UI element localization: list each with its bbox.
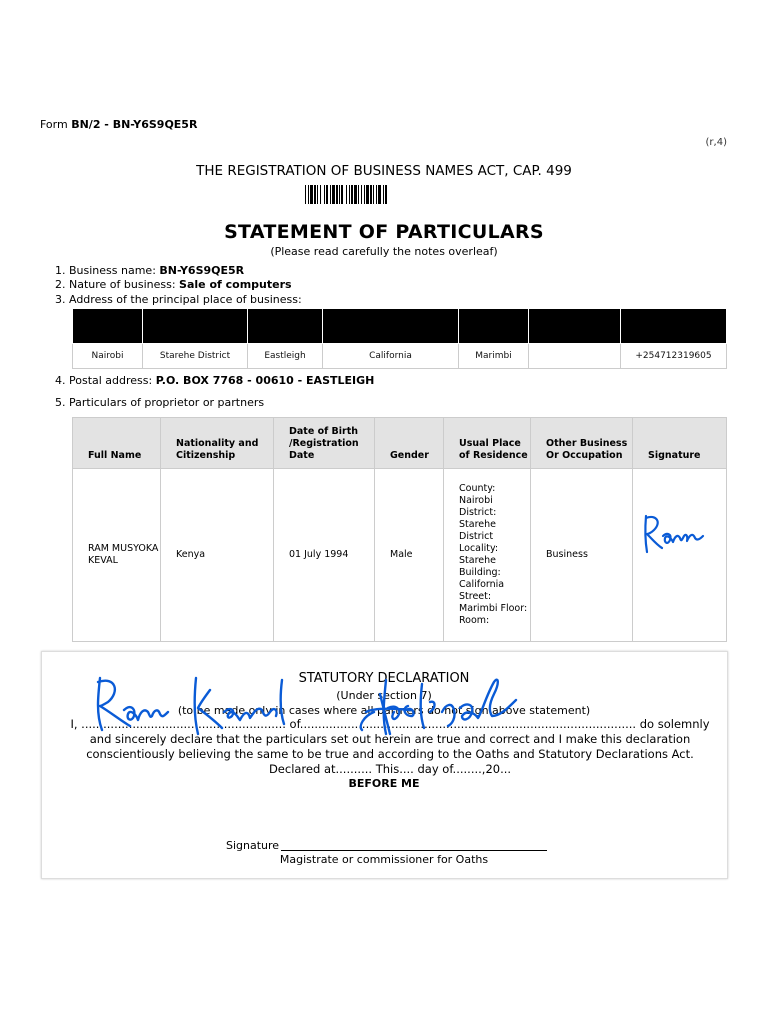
declaration-title: STATUTORY DECLARATION bbox=[298, 671, 470, 686]
barcode-bar bbox=[317, 185, 318, 204]
barcode-bar bbox=[326, 185, 328, 204]
full-name-cell: RAM MUSYOKA KEVAL bbox=[73, 469, 161, 642]
before-me: BEFORE ME bbox=[348, 777, 420, 790]
dob-cell: 01 July 1994 bbox=[274, 469, 375, 642]
barcode-bar bbox=[346, 185, 347, 204]
partner-signature bbox=[640, 512, 706, 556]
barcode-bar bbox=[339, 185, 340, 204]
page-title: STATEMENT OF PARTICULARS bbox=[224, 221, 544, 243]
gender-cell: Male bbox=[375, 469, 444, 642]
barcode-bar bbox=[354, 185, 357, 204]
barcode-bar bbox=[373, 185, 374, 204]
address-cell bbox=[529, 344, 621, 369]
address-cell: California bbox=[323, 344, 459, 369]
col-header: Gender bbox=[375, 418, 444, 469]
nationality-cell: Kenya bbox=[161, 469, 274, 642]
address-table bbox=[72, 308, 727, 369]
signature-rule bbox=[281, 850, 547, 851]
address-cell: Marimbi bbox=[459, 344, 529, 369]
act-title: THE REGISTRATION OF BUSINESS NAMES ACT, CAP. 499 bbox=[196, 163, 572, 179]
barcode-bar bbox=[341, 185, 343, 204]
form-number: Form BN/2 - BN-Y6S9QE5R bbox=[40, 118, 198, 131]
barcode-bar bbox=[364, 185, 365, 204]
col-header: Usual Place of Residence bbox=[444, 418, 531, 469]
barcode-bar bbox=[376, 185, 377, 204]
address-label: 3. Address of the principal place of business: bbox=[55, 293, 302, 306]
col-header: Date of Birth /Registration Date bbox=[274, 418, 375, 469]
barcode-bar bbox=[314, 185, 316, 204]
barcode-bar bbox=[305, 185, 306, 204]
address-cell: Eastleigh bbox=[248, 344, 323, 369]
occupation-cell: Business bbox=[531, 469, 633, 642]
partners-table bbox=[72, 417, 727, 642]
barcode-bar bbox=[366, 185, 369, 204]
barcode-bar bbox=[378, 185, 381, 204]
postal-line: 4. Postal address: P.O. BOX 7768 - 00610 - EASTLEIGH bbox=[55, 374, 375, 387]
barcode-bar bbox=[324, 185, 325, 204]
barcode-bar bbox=[385, 185, 387, 204]
nature-line: 2. Nature of business: Sale of computers bbox=[55, 278, 292, 291]
address-cell: Nairobi bbox=[73, 344, 143, 369]
barcode-bar bbox=[320, 185, 321, 204]
declaration-body: I, ........................................................ of............................................................................................ do solemnly and sincerely declare that the particulars set out herein are true and correct and I make this declaration conscientiously believing the same to be true and according to the Oaths and Statutory Declarations Act. Declared at.......... This.... day of........,20... bbox=[70, 717, 710, 776]
declaration-section: (Under section 7) bbox=[336, 689, 432, 702]
col-header: Nationality and Citizenship bbox=[161, 418, 274, 469]
rule-reference: (r,4) bbox=[705, 137, 727, 148]
address-cell: Starehe District bbox=[143, 344, 248, 369]
barcode-bar bbox=[310, 185, 313, 204]
barcode-bar bbox=[308, 185, 309, 204]
barcode-bar bbox=[336, 185, 338, 204]
barcode-bar bbox=[361, 185, 362, 204]
signature-label: Signature bbox=[226, 839, 280, 852]
barcode-bar bbox=[349, 185, 350, 204]
business-name-line: 1. Business name: BN-Y6S9QE5R bbox=[55, 264, 245, 277]
address-cell: +254712319605 bbox=[621, 344, 727, 369]
residence-cell: County: Nairobi District: Starehe District Locality: Starehe Building: California Street: Marimbi Floor: Room: bbox=[444, 469, 531, 642]
barcode-bar bbox=[332, 185, 335, 204]
col-header: Full Name bbox=[73, 418, 161, 469]
col-header: Other Business Or Occupation bbox=[531, 418, 633, 469]
col-header: Signature bbox=[633, 418, 727, 469]
signature-caption: Magistrate or commissioner for Oaths bbox=[279, 853, 489, 866]
declaration-handwriting bbox=[90, 672, 580, 762]
barcode-bar bbox=[383, 185, 384, 204]
barcode-bar bbox=[330, 185, 331, 204]
barcode-bar bbox=[351, 185, 353, 204]
declaration-note: (to be made only in cases where all partners do not sign above statement) bbox=[177, 704, 591, 717]
barcode bbox=[305, 185, 464, 204]
page-subtitle: (Please read carefully the notes overleaf) bbox=[270, 245, 498, 258]
barcode-bar bbox=[370, 185, 372, 204]
barcode-bar bbox=[358, 185, 359, 204]
partners-label: 5. Particulars of proprietor or partners bbox=[55, 396, 265, 409]
